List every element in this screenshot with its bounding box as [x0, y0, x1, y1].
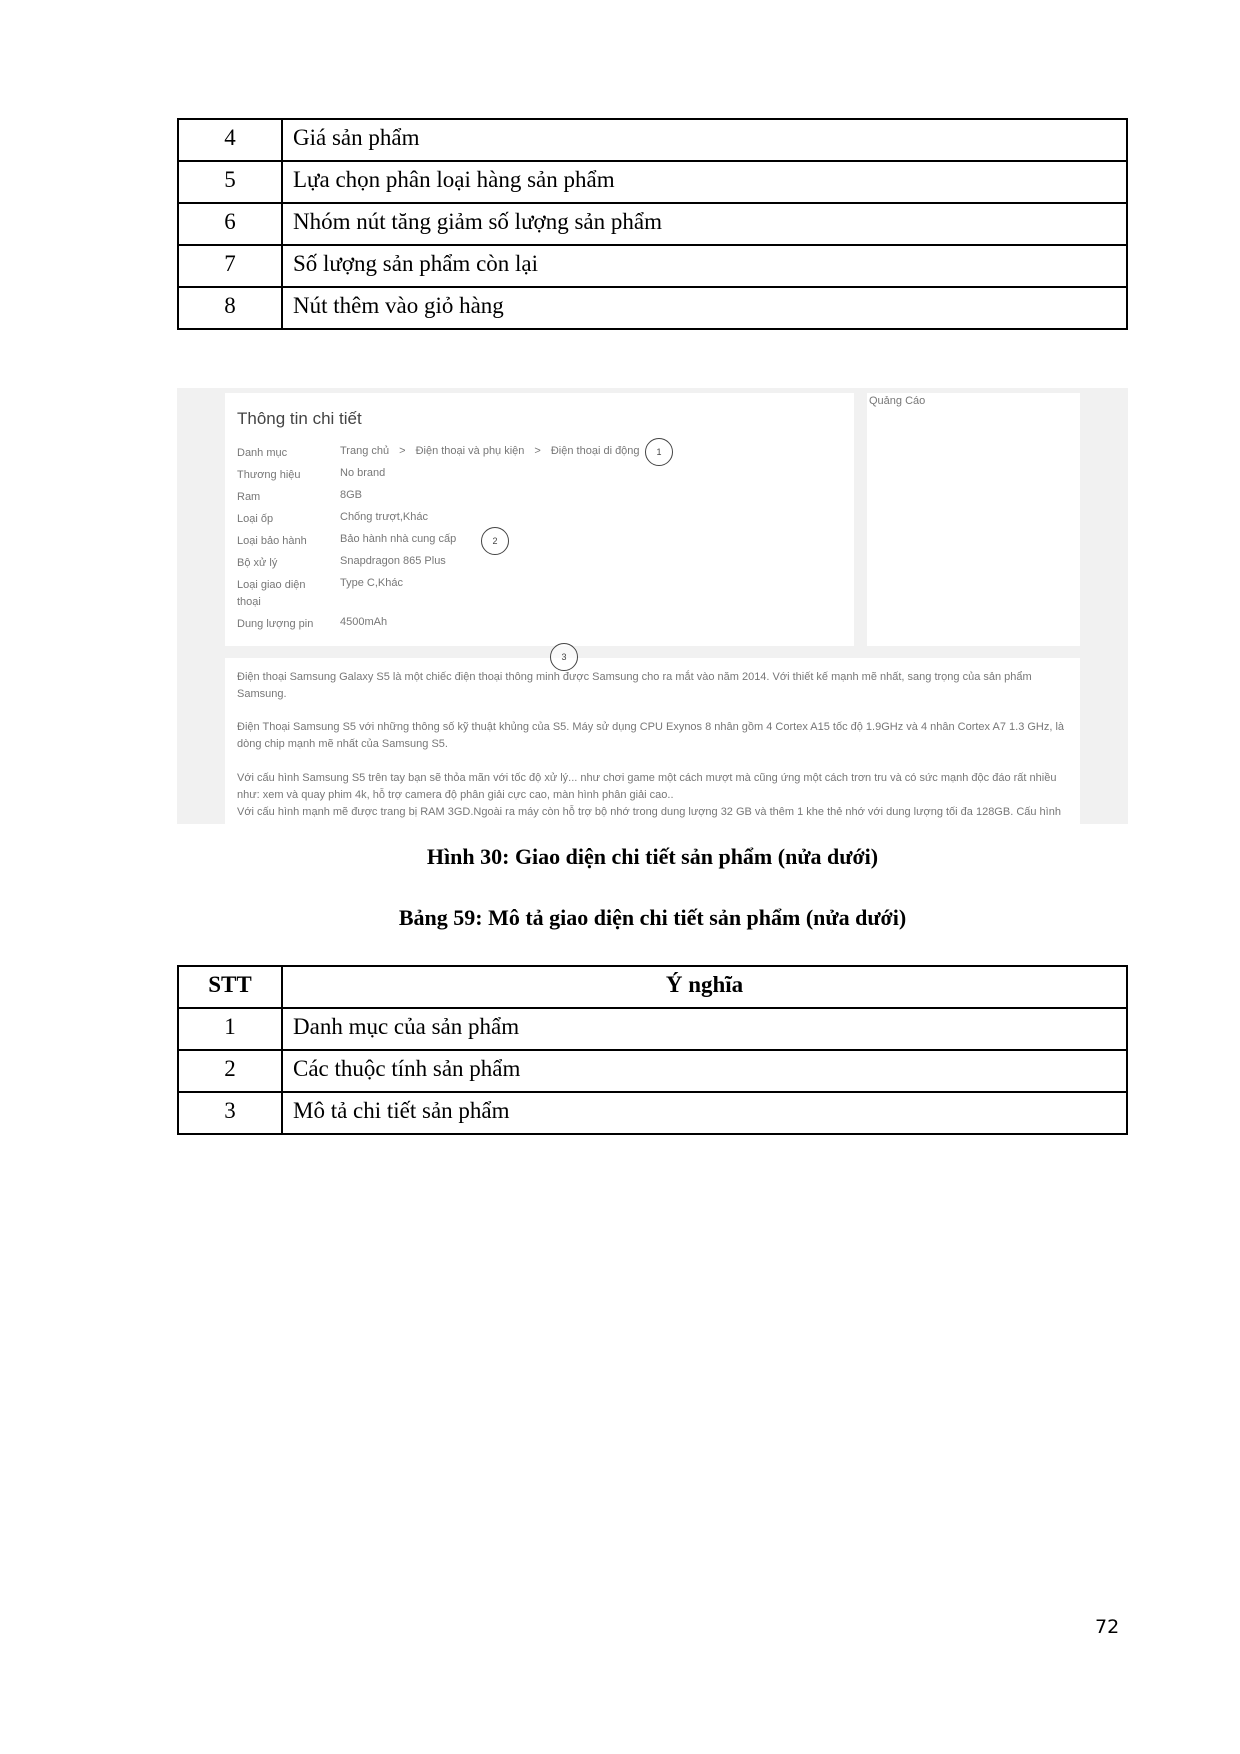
description-paragraph: Điện thoại Samsung Galaxy S5 là một chiếc điện thoại thông minh được Samsung cho ra mắt vào năm 2014. Với thiết kế mạnh mẽ nhất, sang trọng của sản phẩm Samsung. — [237, 671, 1032, 700]
breadcrumb-item[interactable]: Điện thoại di động — [550, 445, 640, 457]
meaning-cell: Giá sản phẩm — [282, 119, 1127, 161]
table-row — [178, 245, 1127, 287]
page-number: 72 — [1095, 1616, 1120, 1638]
figure-caption: Hình 30: Giao diện chi tiết sản phẩm (nửa dưới) — [426, 844, 879, 869]
attribute-name: Bộ xử lý — [237, 557, 278, 569]
breadcrumb — [340, 445, 650, 457]
attribute-name: Loại bảo hành — [237, 535, 307, 547]
stt-cell: 6 — [178, 203, 282, 245]
meaning-cell: Các thuộc tính sản phẩm — [282, 1050, 1127, 1092]
annotation-marker: 3 — [550, 643, 578, 671]
stt-cell: 7 — [178, 245, 282, 287]
attribute-name: Loại ốp — [237, 513, 274, 525]
description-paragraph: Với cấu hình mạnh mẽ được trang bị RAM 3GD.Ngoài ra máy còn hỗ trợ bộ nhớ trong dung lượng 32 GB và thêm 1 khe thẻ nhớ với dung lượng tối đa 128GB. Cấu hình — [237, 806, 1061, 818]
annotation-marker: 2 — [481, 527, 509, 555]
header-stt: STT — [178, 966, 282, 1008]
breadcrumb-item[interactable]: Điện thoại và phụ kiện — [415, 445, 525, 457]
table-row — [178, 1050, 1127, 1092]
meaning-cell: Nhóm nút tăng giảm số lượng sản phẩm — [282, 203, 1127, 245]
detail-title: Thông tin chi tiết — [237, 409, 362, 428]
description-paragraph: Với cấu hình Samsung S5 trên tay bạn sẽ thỏa mãn với tốc độ xử lý... như chơi game một cách mượt mà cũng ứng một cách trơn tru và có sức mạnh độc đáo rất nhiều như: xem và quay phim 4k, hỗ trợ camera độ phân giải cực cao, màn hình phân giải cao.. — [237, 772, 1057, 801]
header-meaning: Ý nghĩa — [282, 966, 1127, 1008]
attribute-value: Bảo hành nhà cung cấp — [340, 533, 457, 545]
meaning-cell: Lựa chọn phân loại hàng sản phẩm — [282, 161, 1127, 203]
meaning-cell: Mô tả chi tiết sản phẩm — [282, 1092, 1127, 1134]
table-header-row — [178, 966, 1127, 1008]
table-row — [178, 287, 1127, 329]
attribute-name: Thương hiệu — [237, 469, 301, 481]
table-row — [178, 203, 1127, 245]
table-caption: Bảng 59: Mô tả giao diện chi tiết sản phẩm (nửa dưới) — [398, 905, 907, 930]
breadcrumb-separator: > — [399, 445, 406, 457]
attribute-name: Danh mục — [237, 447, 288, 459]
meaning-cell: Số lượng sản phẩm còn lại — [282, 245, 1127, 287]
stt-cell: 3 — [178, 1092, 282, 1134]
stt-cell: 5 — [178, 161, 282, 203]
attribute-value: 4500mAh — [340, 616, 388, 628]
attribute-name: Ram — [237, 491, 261, 503]
attribute-value: Chống trượt,Khác — [340, 511, 428, 523]
advertisement-panel — [867, 393, 1080, 646]
feature-table-bottom — [177, 965, 1128, 1135]
annotation-marker: 1 — [645, 438, 673, 466]
description-paragraph: Điện Thoại Samsung S5 với những thông số kỹ thuật khủng của S5. Máy sử dụng CPU Exynos 8 nhân gồm 4 Cortex A15 tốc độ 1.9GHz và 4 nhân Cortex A7 1.3 GHz, là dòng chip mạnh mẽ nhất của Samsung S5. — [237, 721, 1065, 750]
detail-info-panel — [225, 393, 854, 646]
stt-cell: 4 — [178, 119, 282, 161]
meaning-cell: Nút thêm vào giỏ hàng — [282, 287, 1127, 329]
attribute-name: Loại giao diện thoại — [237, 579, 306, 608]
attribute-value: No brand — [340, 467, 386, 479]
attribute-value: Snapdragon 865 Plus — [340, 555, 446, 567]
stt-cell: 8 — [178, 287, 282, 329]
meaning-cell: Danh mục của sản phẩm — [282, 1008, 1127, 1050]
attribute-name: Dung lượng pin — [237, 618, 314, 630]
stt-cell: 2 — [178, 1050, 282, 1092]
feature-table-top — [177, 118, 1128, 330]
stt-cell: 1 — [178, 1008, 282, 1050]
table-row — [178, 1092, 1127, 1134]
table-row — [178, 119, 1127, 161]
description-panel — [225, 658, 1080, 824]
attribute-value: 8GB — [340, 489, 363, 501]
table-row — [178, 161, 1127, 203]
attribute-value: Type C,Khác — [340, 577, 403, 589]
product-detail-screenshot — [177, 388, 1128, 824]
breadcrumb-item[interactable]: Trang chủ — [340, 445, 390, 457]
ad-label: Quảng Cáo — [869, 395, 926, 407]
table-row — [178, 1008, 1127, 1050]
breadcrumb-separator: > — [534, 445, 541, 457]
